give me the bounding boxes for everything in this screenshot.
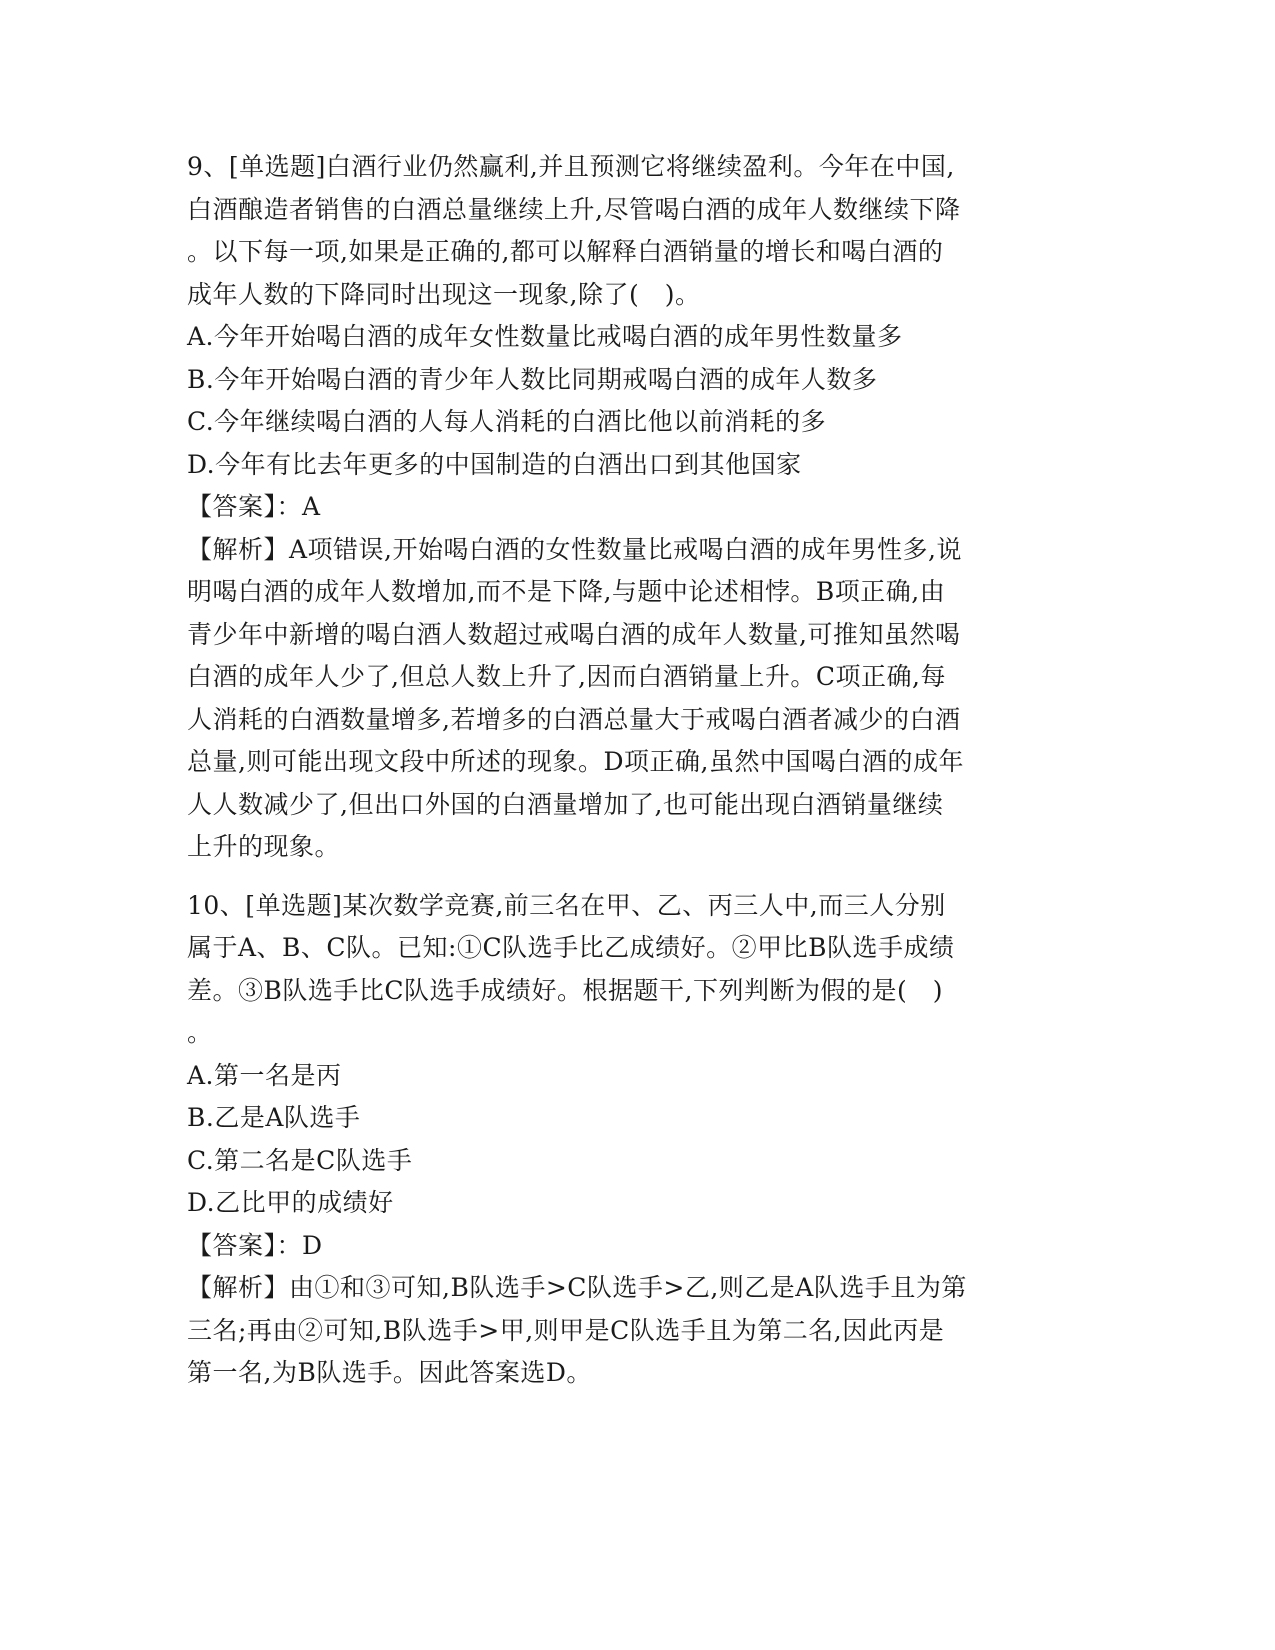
analysis-line: 明喝白酒的成年人数增加,而不是下降,与题中论述相悖。B项正确,由 — [187, 577, 946, 606]
analysis-line: 【解析】A项错误,开始喝白酒的女性数量比戒喝白酒的成年男性多,说 — [187, 534, 962, 564]
document-page — [187, 146, 1087, 1395]
question-block — [187, 146, 1087, 869]
question-stem-line: 10、[单选题]某次数学竞赛,前三名在甲、乙、丙三人中,而三人分别 — [187, 890, 946, 920]
question-stem-line: 差。③B队选手比C队选手成绩好。根据题干,下列判断为假的是( ) — [187, 975, 943, 1005]
question-stem-line: 9、[单选题]白酒行业仍然赢利,并且预测它将继续盈利。今年在中国, — [187, 152, 955, 181]
analysis-line: 第一名,为B队选手。因此答案选D。 — [187, 1358, 592, 1387]
option-b: B.今年开始喝白酒的青少年人数比同期戒喝白酒的成年人数多 — [187, 364, 878, 394]
option-a: A.今年开始喝白酒的成年女性数量比戒喝白酒的成年男性数量多 — [187, 322, 903, 351]
option-c: C.第二名是C队选手 — [187, 1145, 413, 1175]
option-c: C.今年继续喝白酒的人每人消耗的白酒比他以前消耗的多 — [187, 407, 827, 436]
answer-line: 【答案】：D — [187, 1230, 323, 1260]
analysis-line: 总量,则可能出现文段中所述的现象。D项正确,虽然中国喝白酒的成年 — [187, 747, 964, 776]
question-stem-line: 成年人数的下降同时出现这一现象,除了( )。 — [187, 279, 701, 309]
analysis-line: 青少年中新增的喝白酒人数超过戒喝白酒的成年人数量,可推知虽然喝 — [187, 619, 961, 649]
question-stem-line: 属于A、B、C队。已知:①C队选手比乙成绩好。②甲比B队选手成绩 — [187, 933, 955, 962]
analysis-line: 人人数减少了,但出口外国的白酒量增加了,也可能出现白酒销量继续 — [187, 789, 944, 819]
analysis-line: 上升的现象。 — [187, 832, 341, 861]
analysis-line: 【解析】由①和③可知,B队选手>C队选手>乙,则乙是A队选手且为第 — [187, 1273, 967, 1302]
analysis-line: 白酒的成年人少了,但总人数上升了,因而白酒销量上升。C项正确,每 — [187, 662, 946, 691]
question-stem-line: 。以下每一项,如果是正确的,都可以解释白酒销量的增长和喝白酒的 — [187, 237, 944, 266]
question-stem-line: 白酒酿造者销售的白酒总量继续上升,尽管喝白酒的成年人数继续下降 — [187, 194, 961, 224]
option-d: D.今年有比去年更多的中国制造的白酒出口到其他国家 — [187, 449, 802, 479]
answer-line: 【答案】：A — [187, 492, 321, 521]
option-a: A.第一名是丙 — [187, 1060, 342, 1090]
analysis-line: 人消耗的白酒数量增多,若增多的白酒总量大于戒喝白酒者减少的白酒 — [187, 704, 961, 734]
question-block — [187, 885, 1087, 1395]
question-spacer — [187, 869, 1087, 885]
option-b: B.乙是A队选手 — [187, 1103, 361, 1132]
option-d: D.乙比甲的成绩好 — [187, 1188, 394, 1217]
analysis-line: 三名;再由②可知,B队选手>甲,则甲是C队选手且为第二名,因此丙是 — [187, 1315, 945, 1345]
question-stem-line: 。 — [187, 1018, 213, 1047]
